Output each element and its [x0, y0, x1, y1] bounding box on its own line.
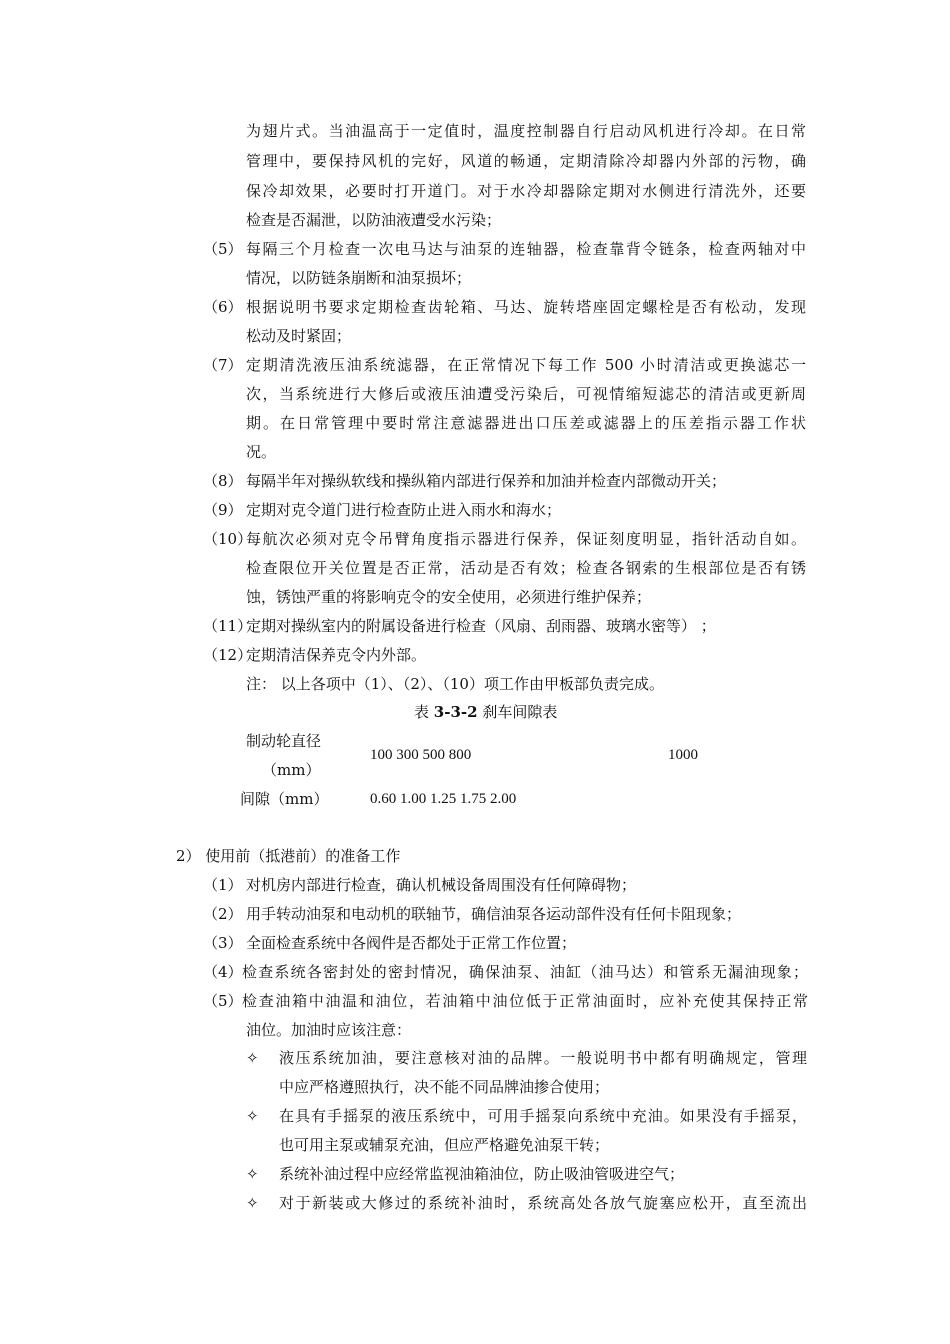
diamond-bullet-icon: ✧ [246, 1107, 259, 1125]
list-item-line: 情况，以防链条崩断和油泵损坏； [246, 269, 472, 287]
table-cell-values: 0.60 1.00 1.25 1.75 2.00 [370, 791, 517, 807]
list-item-number: （5） [203, 240, 243, 258]
paragraph-line: 检查是否漏泄，以防油液遭受水污染； [246, 211, 502, 229]
diamond-bullet-icon: ✧ [246, 1194, 259, 1212]
list-item-line: 每隔三个月检查一次电马达与油泵的连轴器，检查靠背令链条，检查两轴对中 [246, 240, 806, 258]
list-item-line: 定期对克令道门进行检查防止进入雨水和海水； [246, 501, 562, 519]
paragraph-line: 保冷却效果，必要时打开道门。对于水冷却器除定期对水侧进行清洗外，还要 [246, 182, 806, 200]
list-item-line: 每航次必须对克令吊臂角度指示器进行保养，保证刻度明显，指针活动自如。 [246, 530, 806, 548]
list-item-line: 定期对操纵室内的附属设备进行检查（风扇、刮雨器、玻璃水密等） ； [246, 617, 716, 635]
list-item-line: 松动及时紧固； [246, 327, 352, 345]
list-item-number: （1） [203, 876, 243, 894]
paragraph-line: 管理中，要保持风机的完好，风道的畅通，定期清除冷却器内外部的污物，确 [246, 152, 806, 170]
table-cell-value: 1000 [668, 747, 698, 763]
list-item-line: 对机房内部进行检查，确认机械设备周围没有任何障碍物； [246, 876, 637, 894]
list-item-line: 期。在日常管理中要时常注意滤器进出口压差或滤器上的压差指示器工作状 [246, 414, 806, 432]
list-item-line: 检查限位开关位置是否正常，活动是否有效；检查各钢索的生根部位是否有锈 [246, 559, 806, 577]
note-text: 注： 以上各项中（1）、（2）、（10）项工作由甲板部负责完成。 [246, 675, 664, 693]
list-item-line: 蚀，锈蚀严重的将影响克令的安全使用，必须进行维护保养； [246, 588, 652, 606]
bullet-line: 也可用主泵或辅泵充油，但应严格避免油泵干转； [279, 1136, 610, 1154]
bullet-line: 在具有手摇泵的液压系统中，可用手摇泵向系统中充油。如果没有手摇泵， [279, 1107, 807, 1125]
list-item-number: （11） [203, 617, 253, 635]
diamond-bullet-icon: ✧ [246, 1049, 259, 1067]
list-item-number: （7） [203, 356, 243, 374]
bullet-line: 对于新装或大修过的系统补油时，系统高处各放气旋塞应松开，直至流出 [279, 1194, 807, 1212]
table-cell-values: 100 300 500 800 [370, 747, 472, 763]
list-item-line: 每隔半年对操纵软线和操纵箱内部进行保养和加油并检查内部微动开关； [246, 472, 727, 490]
list-item-number: （9） [203, 501, 243, 519]
list-item-number: （12） [203, 646, 253, 664]
table-row-label-unit: （mm） [262, 761, 321, 779]
table-caption-number: 3-3-2 [433, 703, 478, 721]
list-item-number: （8） [203, 472, 243, 490]
list-item-number: （5） [203, 992, 243, 1010]
list-item-line: 次，当系统进行大修后或液压油遭受污染后，可视情缩短滤芯的清洁或更新周 [246, 385, 806, 403]
list-item-number: （4） [203, 963, 243, 981]
list-item-line: 检查油箱中油温和油位，若油箱中油位低于正常油面时，应补充使其保持正常 [242, 992, 808, 1010]
list-item-number: （2） [203, 905, 243, 923]
list-item-line: 用手转动油泵和电动机的联轴节，确信油泵各运动部件没有任何卡阻现象； [246, 905, 742, 923]
list-item-line: 检查系统各密封处的密封情况，确保油泵、油缸（油马达）和管系无漏油现象； [242, 963, 808, 981]
bullet-line: 液压系统加油，要注意核对油的品牌。一般说明书中都有明确规定，管理 [279, 1049, 807, 1067]
list-item-number: （3） [203, 934, 243, 952]
bullet-line: 中应严格遵照执行，决不能不同品牌油掺合使用； [279, 1078, 610, 1096]
bullet-line: 系统补油过程中应经常监视油箱油位，防止吸油管吸进空气； [279, 1165, 685, 1183]
table-caption-prefix: 表 [414, 703, 434, 721]
list-item-line: 油位。加油时应该注意： [246, 1021, 412, 1039]
paragraph-line: 为翅片式。当油温高于一定值时，温度控制器自行启动风机进行冷却。在日常 [246, 122, 806, 140]
list-item-line: 况。 [246, 443, 277, 461]
list-item-number: （6） [203, 298, 243, 316]
diamond-bullet-icon: ✧ [246, 1165, 259, 1183]
list-item-line: 全面检查系统中各阀件是否都处于正常工作位置； [246, 934, 577, 952]
list-item-line: 定期清洁保养克令内外部。 [246, 646, 427, 664]
list-item-number: （10） [203, 530, 253, 548]
section-heading: 2） 使用前（抵港前）的准备工作 [176, 847, 401, 865]
list-item-line: 定期清洗液压油系统滤器，在正常情况下每工作 500 小时清洁或更换滤芯一 [246, 356, 806, 374]
table-caption-title: 刹车间隙表 [477, 703, 558, 721]
table-caption [414, 702, 557, 722]
table-row-label: 制动轮直径 [246, 732, 322, 750]
table-row-label: 间隙（mm） [240, 790, 329, 808]
list-item-line: 根据说明书要求定期检查齿轮箱、马达、旋转塔座固定螺栓是否有松动，发现 [246, 298, 806, 316]
